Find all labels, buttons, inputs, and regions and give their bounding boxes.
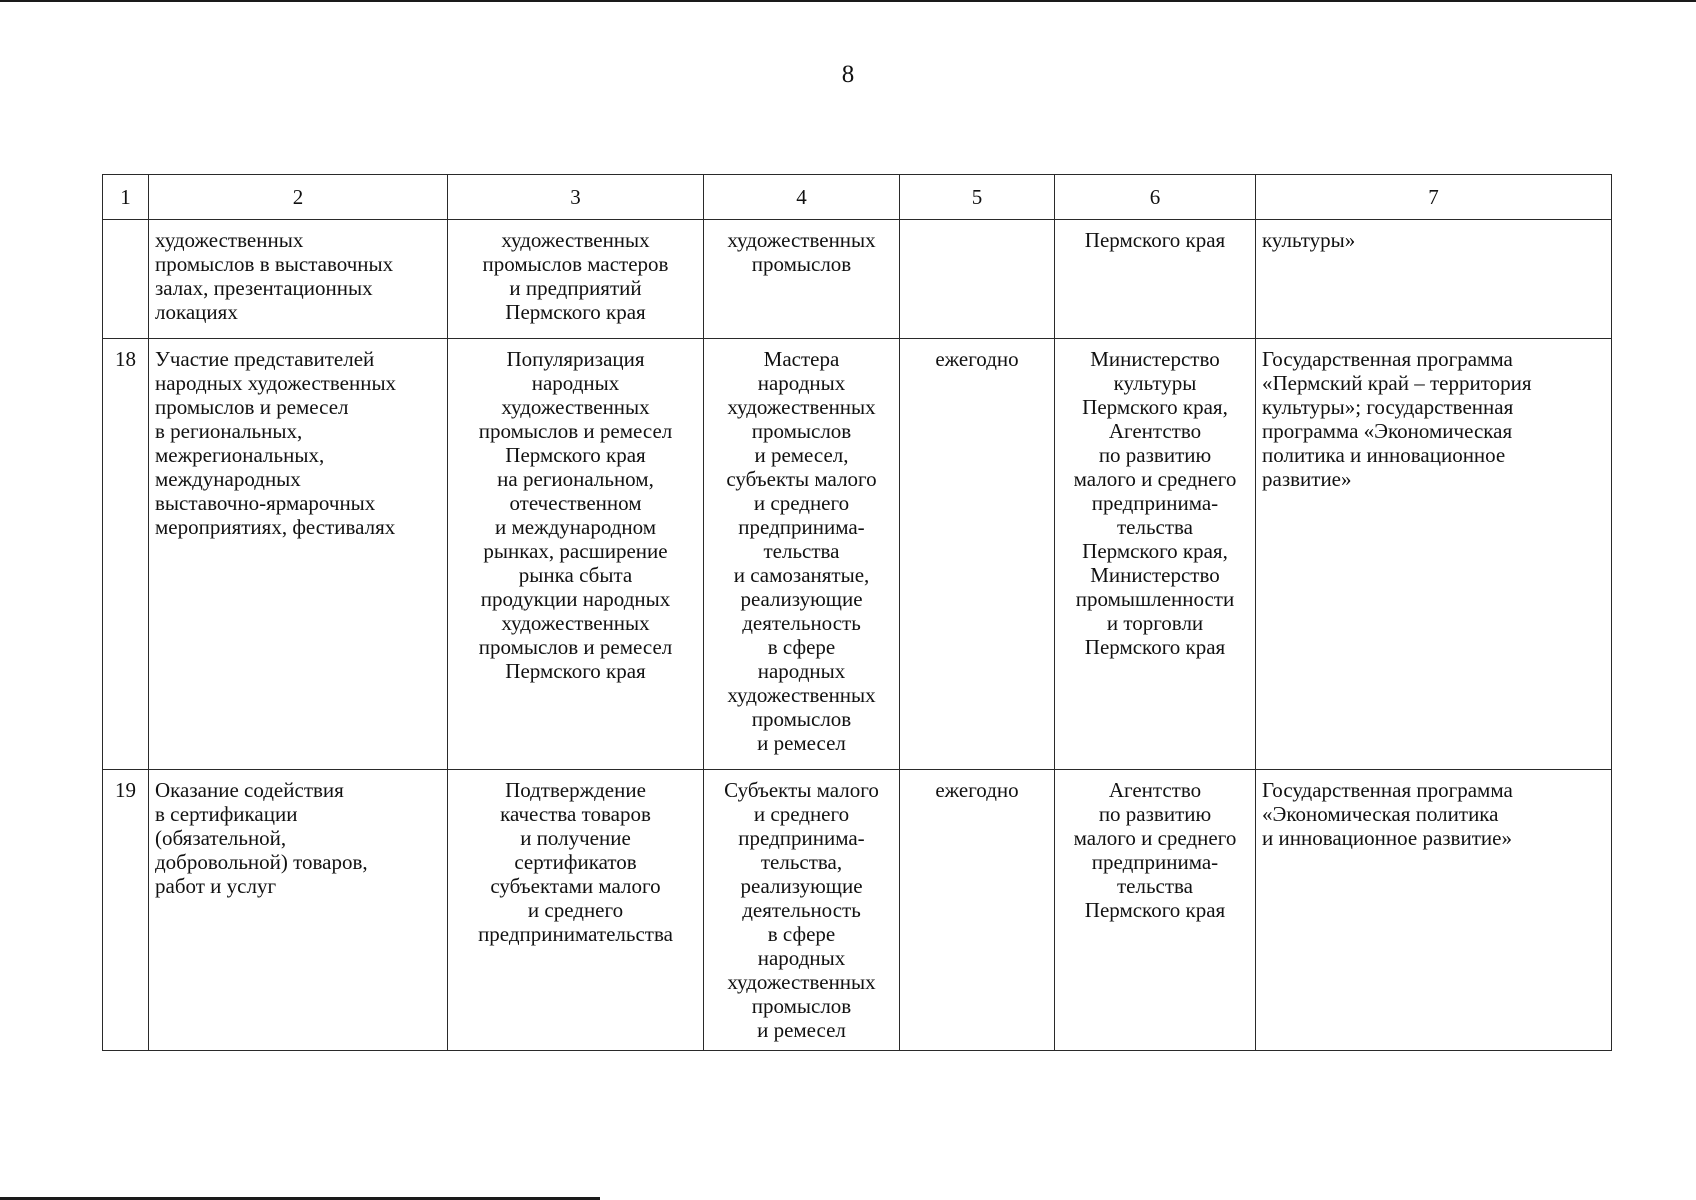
term-cell: ежегодно xyxy=(900,770,1055,1051)
plan-table xyxy=(102,174,1612,1051)
term-cell: ежегодно xyxy=(900,339,1055,770)
col-header-5: 5 xyxy=(900,175,1055,220)
goal-cell: Подтверждение качества товаров и получение сертификатов субъектами малого и среднего предпринимательства xyxy=(448,770,704,1051)
responsible-cell: Министерство культуры Пермского края, Агентство по развитию малого и среднего предпринима- тельства Пермского края, Министерство промышленности и торговли Пермского края xyxy=(1055,339,1256,770)
row-number: 19 xyxy=(103,770,149,1051)
program-cell: культуры» xyxy=(1256,220,1612,339)
program-cell: Государственная программа «Пермский край – территория культуры»; государственная программа «Экономическая политика и инновационное развитие» xyxy=(1256,339,1612,770)
term-cell xyxy=(900,220,1055,339)
goal-cell: Популяризация народных художественных промыслов и ремесел Пермского края на региональном, отечественном и международном рынках, расширение рынка сбыта продукции народных художественных промыслов и ремесел Пермского края xyxy=(448,339,704,770)
row-number: 18 xyxy=(103,339,149,770)
event-cell: Участие представителей народных художественных промыслов и ремесел в региональных, межрегиональных, международных выставочно-ярмарочных мероприятиях, фестивалях xyxy=(149,339,448,770)
scan-top-edge xyxy=(0,0,1696,2)
col-header-6: 6 xyxy=(1055,175,1256,220)
responsible-cell: Пермского края xyxy=(1055,220,1256,339)
table-header-row xyxy=(103,175,1612,220)
col-header-1: 1 xyxy=(103,175,149,220)
program-cell: Государственная программа «Экономическая политика и инновационное развитие» xyxy=(1256,770,1612,1051)
page-number: 8 xyxy=(841,61,855,88)
participants-cell: Мастера народных художественных промыслов и ремесел, субъекты малого и среднего предпринима- тельства и самозанятые, реализующие деятельность в сфере народных художественных промыслов и ремесел xyxy=(704,339,900,770)
participants-cell: Субъекты малого и среднего предпринима- тельства, реализующие деятельность в сфере народных художественных промыслов и ремесел xyxy=(704,770,900,1051)
row-number xyxy=(103,220,149,339)
col-header-7: 7 xyxy=(1256,175,1612,220)
table-row xyxy=(103,339,1612,770)
table-row xyxy=(103,220,1612,339)
event-cell: Оказание содействия в сертификации (обязательной, добровольной) товаров, работ и услуг xyxy=(149,770,448,1051)
col-header-3: 3 xyxy=(448,175,704,220)
col-header-4: 4 xyxy=(704,175,900,220)
responsible-cell: Агентство по развитию малого и среднего предпринима- тельства Пермского края xyxy=(1055,770,1256,1051)
table-row xyxy=(103,770,1612,1051)
event-cell: художественных промыслов в выставочных залах, презентационных локациях xyxy=(149,220,448,339)
participants-cell: художественных промыслов xyxy=(704,220,900,339)
goal-cell: художественных промыслов мастеров и предприятий Пермского края xyxy=(448,220,704,339)
col-header-2: 2 xyxy=(149,175,448,220)
